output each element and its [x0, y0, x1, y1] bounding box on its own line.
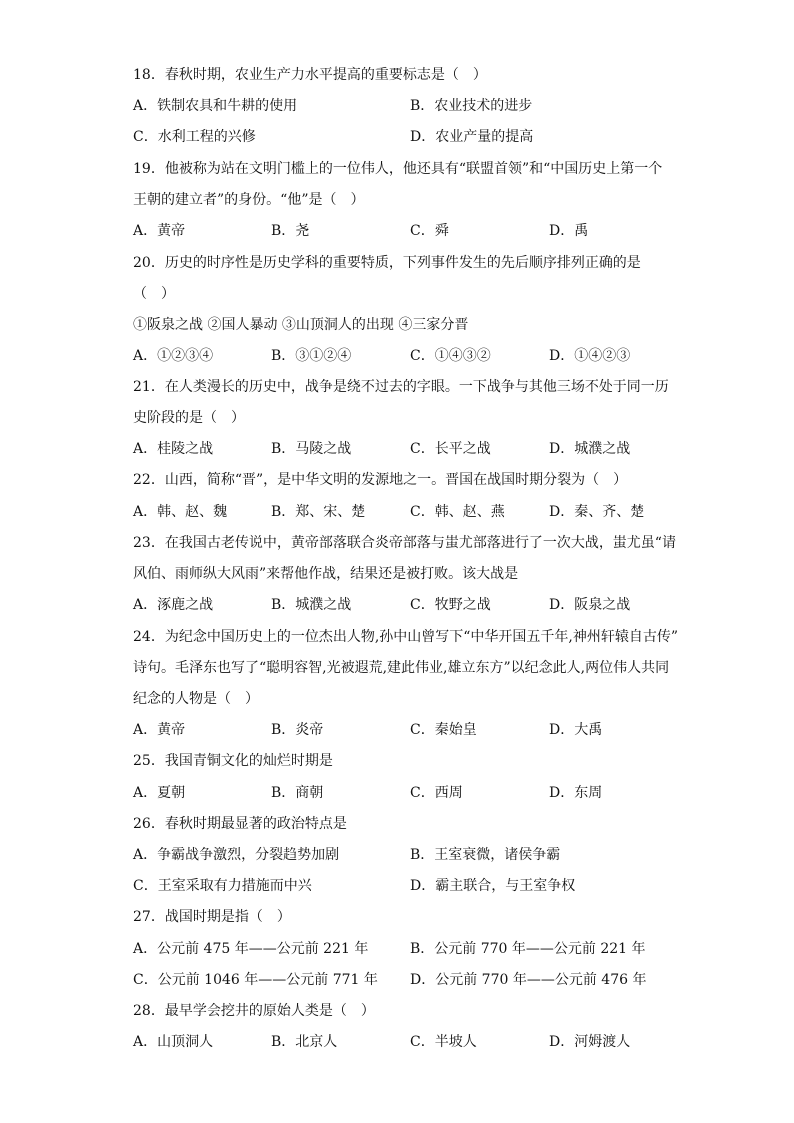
question-18-option-c: C．水利工程的兴修: [133, 129, 256, 145]
question-28-option-c: C．半坡人: [410, 1034, 477, 1050]
question-20-option-d: D．①④②③: [549, 348, 631, 364]
question-26-option-d: D．霸主联合，与王室争权: [410, 878, 576, 894]
question-25-stem: 25．我国青铜文化的灿烂时期是: [133, 753, 333, 769]
question-28-option-d: D．河姆渡人: [549, 1034, 631, 1050]
question-22-option-d: D．秦、齐、楚: [549, 504, 645, 520]
question-18-option-d: D．农业产量的提高: [410, 129, 534, 145]
question-28-option-b: B．北京人: [271, 1034, 338, 1050]
question-25-option-a: A．夏朝: [133, 785, 186, 801]
question-26-stem: 26．春秋时期最显著的政治特点是: [133, 816, 347, 832]
question-21-option-b: B．马陵之战: [271, 441, 352, 457]
question-18-stem: 18．春秋时期，农业生产力水平提高的重要标志是（ ）: [133, 67, 487, 83]
question-26-option-a: A．争霸战争激烈，分裂趋势加剧: [133, 847, 340, 863]
question-21-option-a: A．桂陵之战: [133, 441, 214, 457]
question-20-option-a: A．①②③④: [133, 348, 214, 364]
question-19-stem-line-1: 19．他被称为站在文明门槛上的一位伟人，他还具有“联盟首领”和“中国历史上第一个: [133, 161, 663, 177]
question-20-option-c: C．①④③②: [410, 348, 491, 364]
question-27-option-c: C．公元前 1046 年——公元前 771 年: [133, 972, 378, 988]
question-20-stem-line-1: 20．历史的时序性是历史学科的重要特质，下列事件发生的先后顺序排列正确的是: [133, 255, 641, 271]
question-25-option-b: B．商朝: [271, 785, 324, 801]
question-20-stem-line-2: （ ）: [133, 286, 175, 302]
question-22-option-a: A．韩、赵、魏: [133, 504, 228, 520]
question-26-option-b: B．王室衰微，诸侯争霸: [410, 847, 561, 863]
question-19-option-d: D．禹: [549, 223, 589, 239]
question-21-stem-line-2: 史阶段的是（ ）: [133, 410, 245, 426]
question-19-stem-line-2: 王朝的建立者”的身份。“他”是（ ）: [133, 192, 365, 208]
question-23-option-a: A．涿鹿之战: [133, 597, 214, 613]
question-24-option-b: B．炎帝: [271, 722, 324, 738]
question-23-stem-line-2: 风伯、雨师纵大风雨”来帮他作战，结果还是被打败。该大战是: [133, 566, 519, 582]
question-23-option-d: D．阪泉之战: [549, 597, 631, 613]
question-19-option-b: B．尧: [271, 223, 310, 239]
question-18-option-a: A．铁制农具和牛耕的使用: [133, 98, 298, 114]
question-22-option-b: B．郑、宋、楚: [271, 504, 366, 520]
question-28-option-a: A．山顶洞人: [133, 1034, 214, 1050]
question-22-stem: 22．山西，简称“晋”，是中华文明的发源地之一。晋国在战国时期分裂为（ ）: [133, 472, 628, 488]
question-21-option-d: D．城濮之战: [549, 441, 631, 457]
question-25-option-d: D．东周: [549, 785, 603, 801]
question-23-option-c: C．牧野之战: [410, 597, 491, 613]
question-25-option-c: C．西周: [410, 785, 463, 801]
question-19-option-a: A．黄帝: [133, 223, 186, 239]
question-23-stem-line-1: 23．在我国古老传说中，黄帝部落联合炎帝部落与蚩尤部落进行了一次大战，蚩尤虽“请: [133, 535, 676, 551]
question-24-stem-line-3: 纪念的人物是（ ）: [133, 691, 259, 707]
question-27-option-b: B．公元前 770 年——公元前 221 年: [410, 941, 646, 957]
question-24-stem-line-1: 24．为纪念中国历史上的一位杰出人物,孙中山曾写下“中华开国五千年,神州轩辕自古传”: [133, 629, 679, 645]
question-19-option-c: C．舜: [410, 223, 449, 239]
question-27-option-d: D．公元前 770 年——公元前 476 年: [410, 972, 647, 988]
question-24-option-c: C．秦始皇: [410, 722, 477, 738]
question-21-stem-line-1: 21．在人类漫长的历史中，战争是绕不过去的字眼。一下战争与其他三场不处于同一历: [133, 379, 669, 395]
question-24-stem-line-2: 诗句。毛泽东也写了“聪明容智,光被遐荒,建此伟业,雄立东方”以纪念此人,两位伟人共同: [133, 660, 670, 676]
question-28-stem: 28．最早学会挖井的原始人类是（ ）: [133, 1003, 375, 1019]
question-23-option-b: B．城濮之战: [271, 597, 352, 613]
question-22-option-c: C．韩、赵、燕: [410, 504, 505, 520]
question-20-option-b: B．③①②④: [271, 348, 352, 364]
question-27-option-a: A．公元前 475 年——公元前 221 年: [133, 941, 369, 957]
question-24-option-d: D．大禹: [549, 722, 603, 738]
question-26-option-c: C．王室采取有力措施而中兴: [133, 878, 312, 894]
question-18-option-b: B．农业技术的进步: [410, 98, 533, 114]
question-24-option-a: A．黄帝: [133, 722, 186, 738]
question-20-events: ①阪泉之战 ②国人暴动 ③山顶洞人的出现 ④三家分晋: [133, 317, 469, 333]
question-27-stem: 27．战国时期是指（ ）: [133, 909, 291, 925]
question-21-option-c: C．长平之战: [410, 441, 491, 457]
